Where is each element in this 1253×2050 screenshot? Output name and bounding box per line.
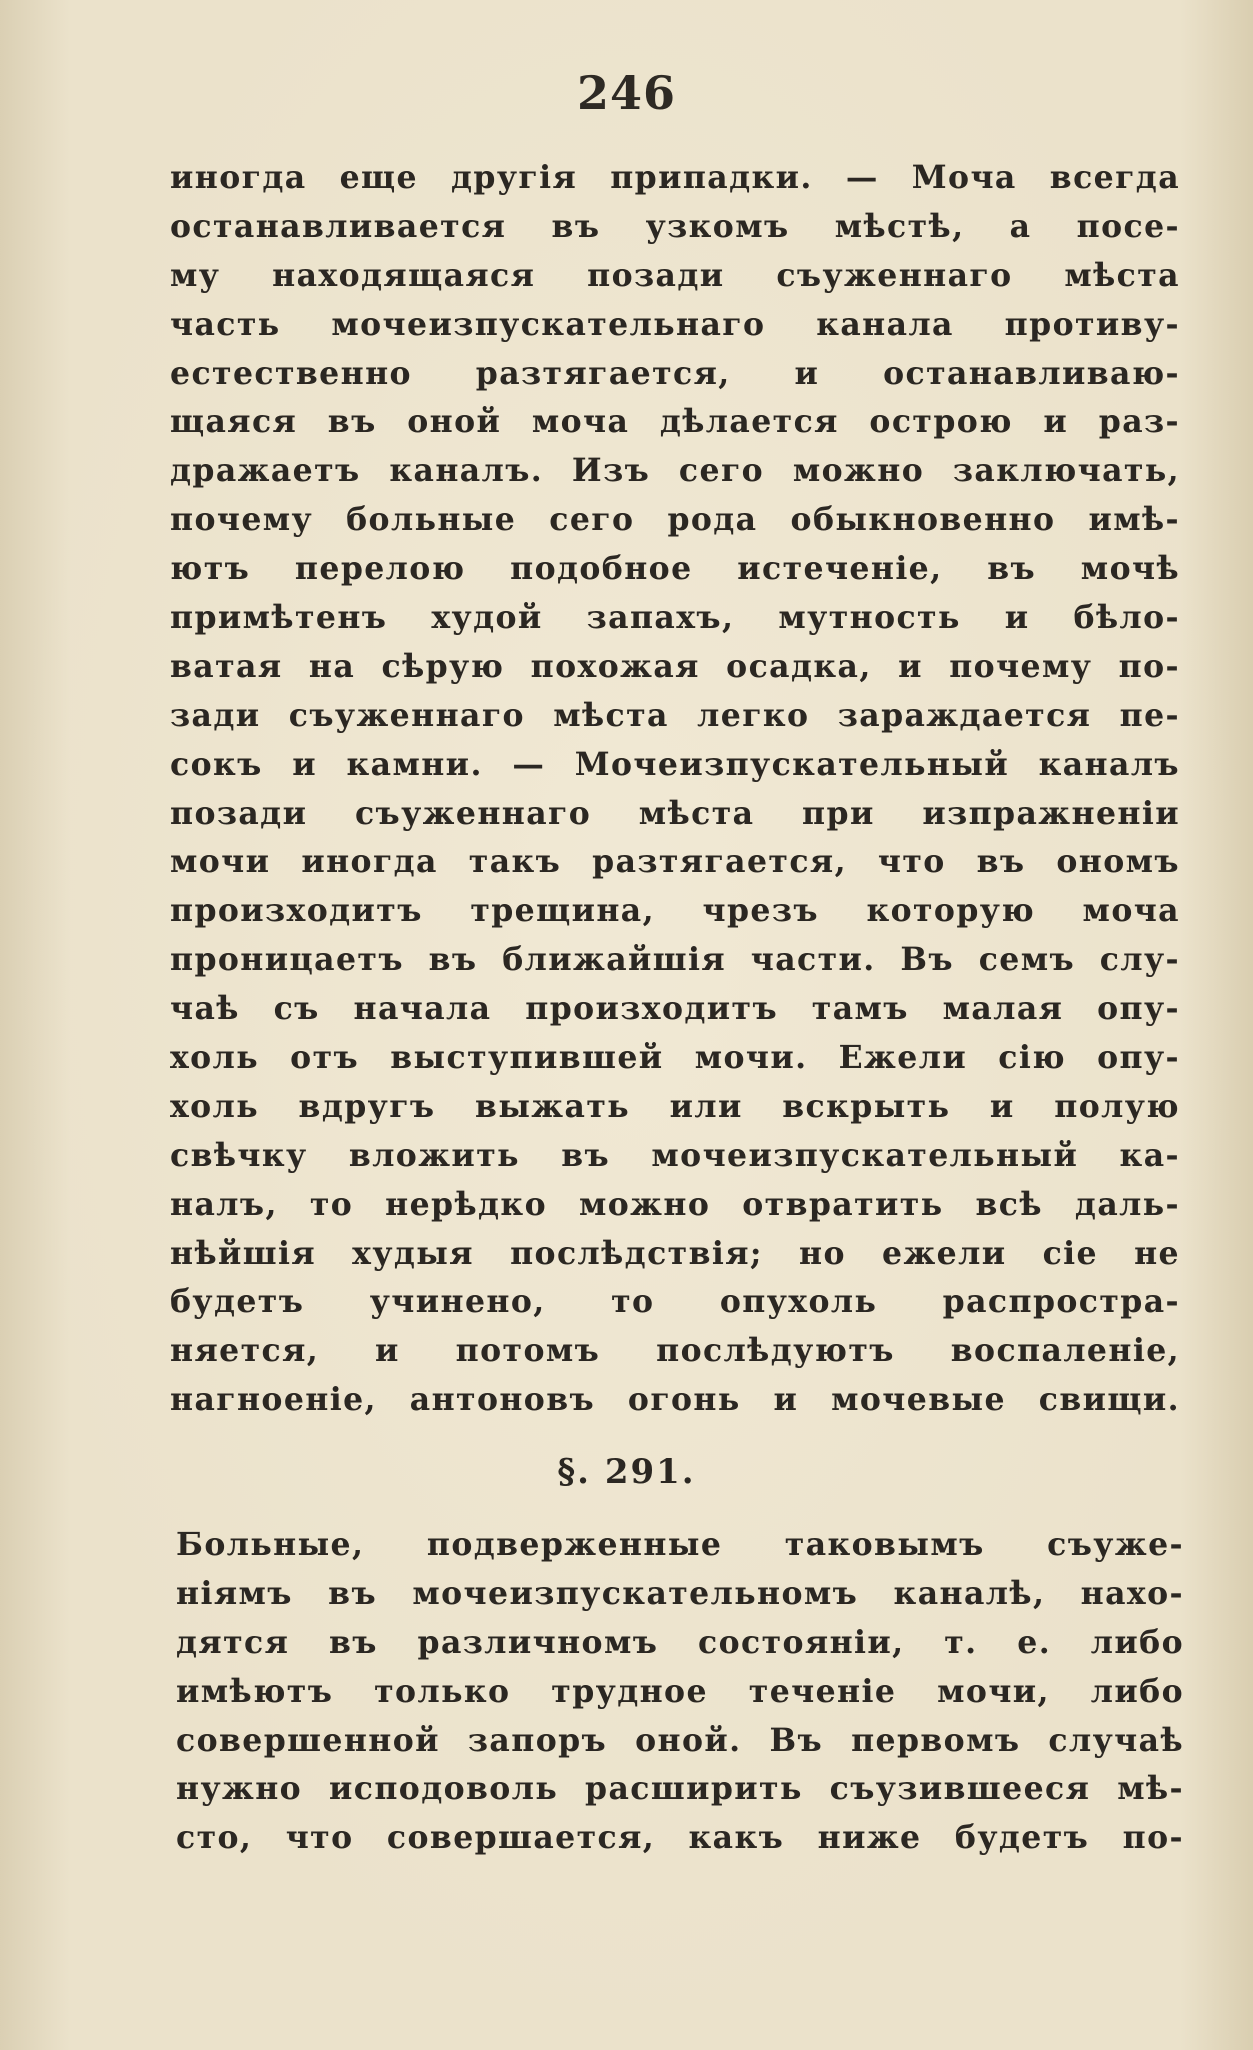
text-line: сокъ и камни. — Мочеизпускательный каналъ — [170, 745, 1180, 783]
text-line: дятся въ различномъ состояніи, т. е. либо — [176, 1623, 1184, 1661]
text-line: свѣчку вложить въ мочеизпускательный ка- — [170, 1136, 1180, 1174]
text-line: зади съуженнаго мѣста легко зараждается пе- — [170, 696, 1180, 734]
text-line: проницаетъ въ ближайшія части. Въ семъ слу- — [170, 941, 1180, 979]
text-line: мочи иногда такъ разтягается, что въ ономъ — [170, 843, 1180, 881]
page-number: 246 — [576, 66, 677, 120]
text-line: останавливается въ узкомъ мѣстѣ, а посе- — [170, 207, 1180, 245]
text-line: чаѣ съ начала произходитъ тамъ малая опу- — [170, 990, 1180, 1028]
text-line: нагноеніе, антоновъ огонь и мочевые свищи. — [170, 1381, 1180, 1419]
text-line: произходитъ трещина, чрезъ которую моча — [170, 892, 1180, 930]
text-line: нѣйшія худыя послѣдствія; но ежели сіе не — [170, 1234, 1180, 1272]
text-line: налъ, то нерѣдко можно отвратить всѣ даль- — [170, 1185, 1180, 1223]
text-line: примѣтенъ худой запахъ, мутность и бѣло- — [170, 599, 1180, 637]
section-heading: §. 291. — [557, 1452, 696, 1492]
text-line: щаяся въ оной моча дѣлается острою и раз- — [170, 403, 1180, 441]
text-line: нужно исподоволь расширить съузившееся мѣ- — [176, 1770, 1184, 1808]
text-line: холь вдругъ выжать или вскрыть и полую — [170, 1087, 1180, 1125]
text-line: Больные, подверженные таковымъ съуже- — [176, 1526, 1184, 1563]
paragraph-bottom — [176, 1521, 1184, 1863]
text-line: имѣютъ только трудное теченіе мочи, либо — [176, 1672, 1184, 1710]
text-line: няется, и потомъ послѣдуютъ воспаленіе, — [170, 1332, 1180, 1370]
text-line: позади съуженнаго мѣста при изпражненіи — [170, 794, 1180, 832]
text-line: дражаетъ каналъ. Изъ сего можно заключать, — [170, 452, 1180, 490]
text-line: му находящаяся позади съуженнаго мѣста — [170, 256, 1180, 294]
text-line: почему больные сего рода обыкновенно имѣ- — [170, 501, 1180, 539]
text-line: ватая на сѣрую похожая осадка, и почему по- — [170, 647, 1180, 685]
text-line: часть мочеизпускательнаго канала противу- — [170, 305, 1180, 343]
text-line: сто, что совершается, какъ ниже будетъ по- — [176, 1819, 1184, 1857]
text-line: иногда еще другія припадки. — Моча всегда — [170, 159, 1180, 196]
text-line: будетъ учинено, то опухоль распростра- — [170, 1283, 1180, 1321]
paragraph-top — [170, 154, 1180, 1425]
text-line: ютъ перелою подобное истеченіе, въ мочѣ — [170, 550, 1180, 588]
text-line: естественно разтягается, и останавливаю- — [170, 354, 1180, 392]
text-line: холь отъ выступившей мочи. Ежели сію опу- — [170, 1039, 1180, 1077]
text-line: совершенной запоръ оной. Въ первомъ случаѣ — [176, 1721, 1184, 1759]
text-line: ніямъ въ мочеизпускательномъ каналѣ, нахо- — [176, 1574, 1184, 1612]
